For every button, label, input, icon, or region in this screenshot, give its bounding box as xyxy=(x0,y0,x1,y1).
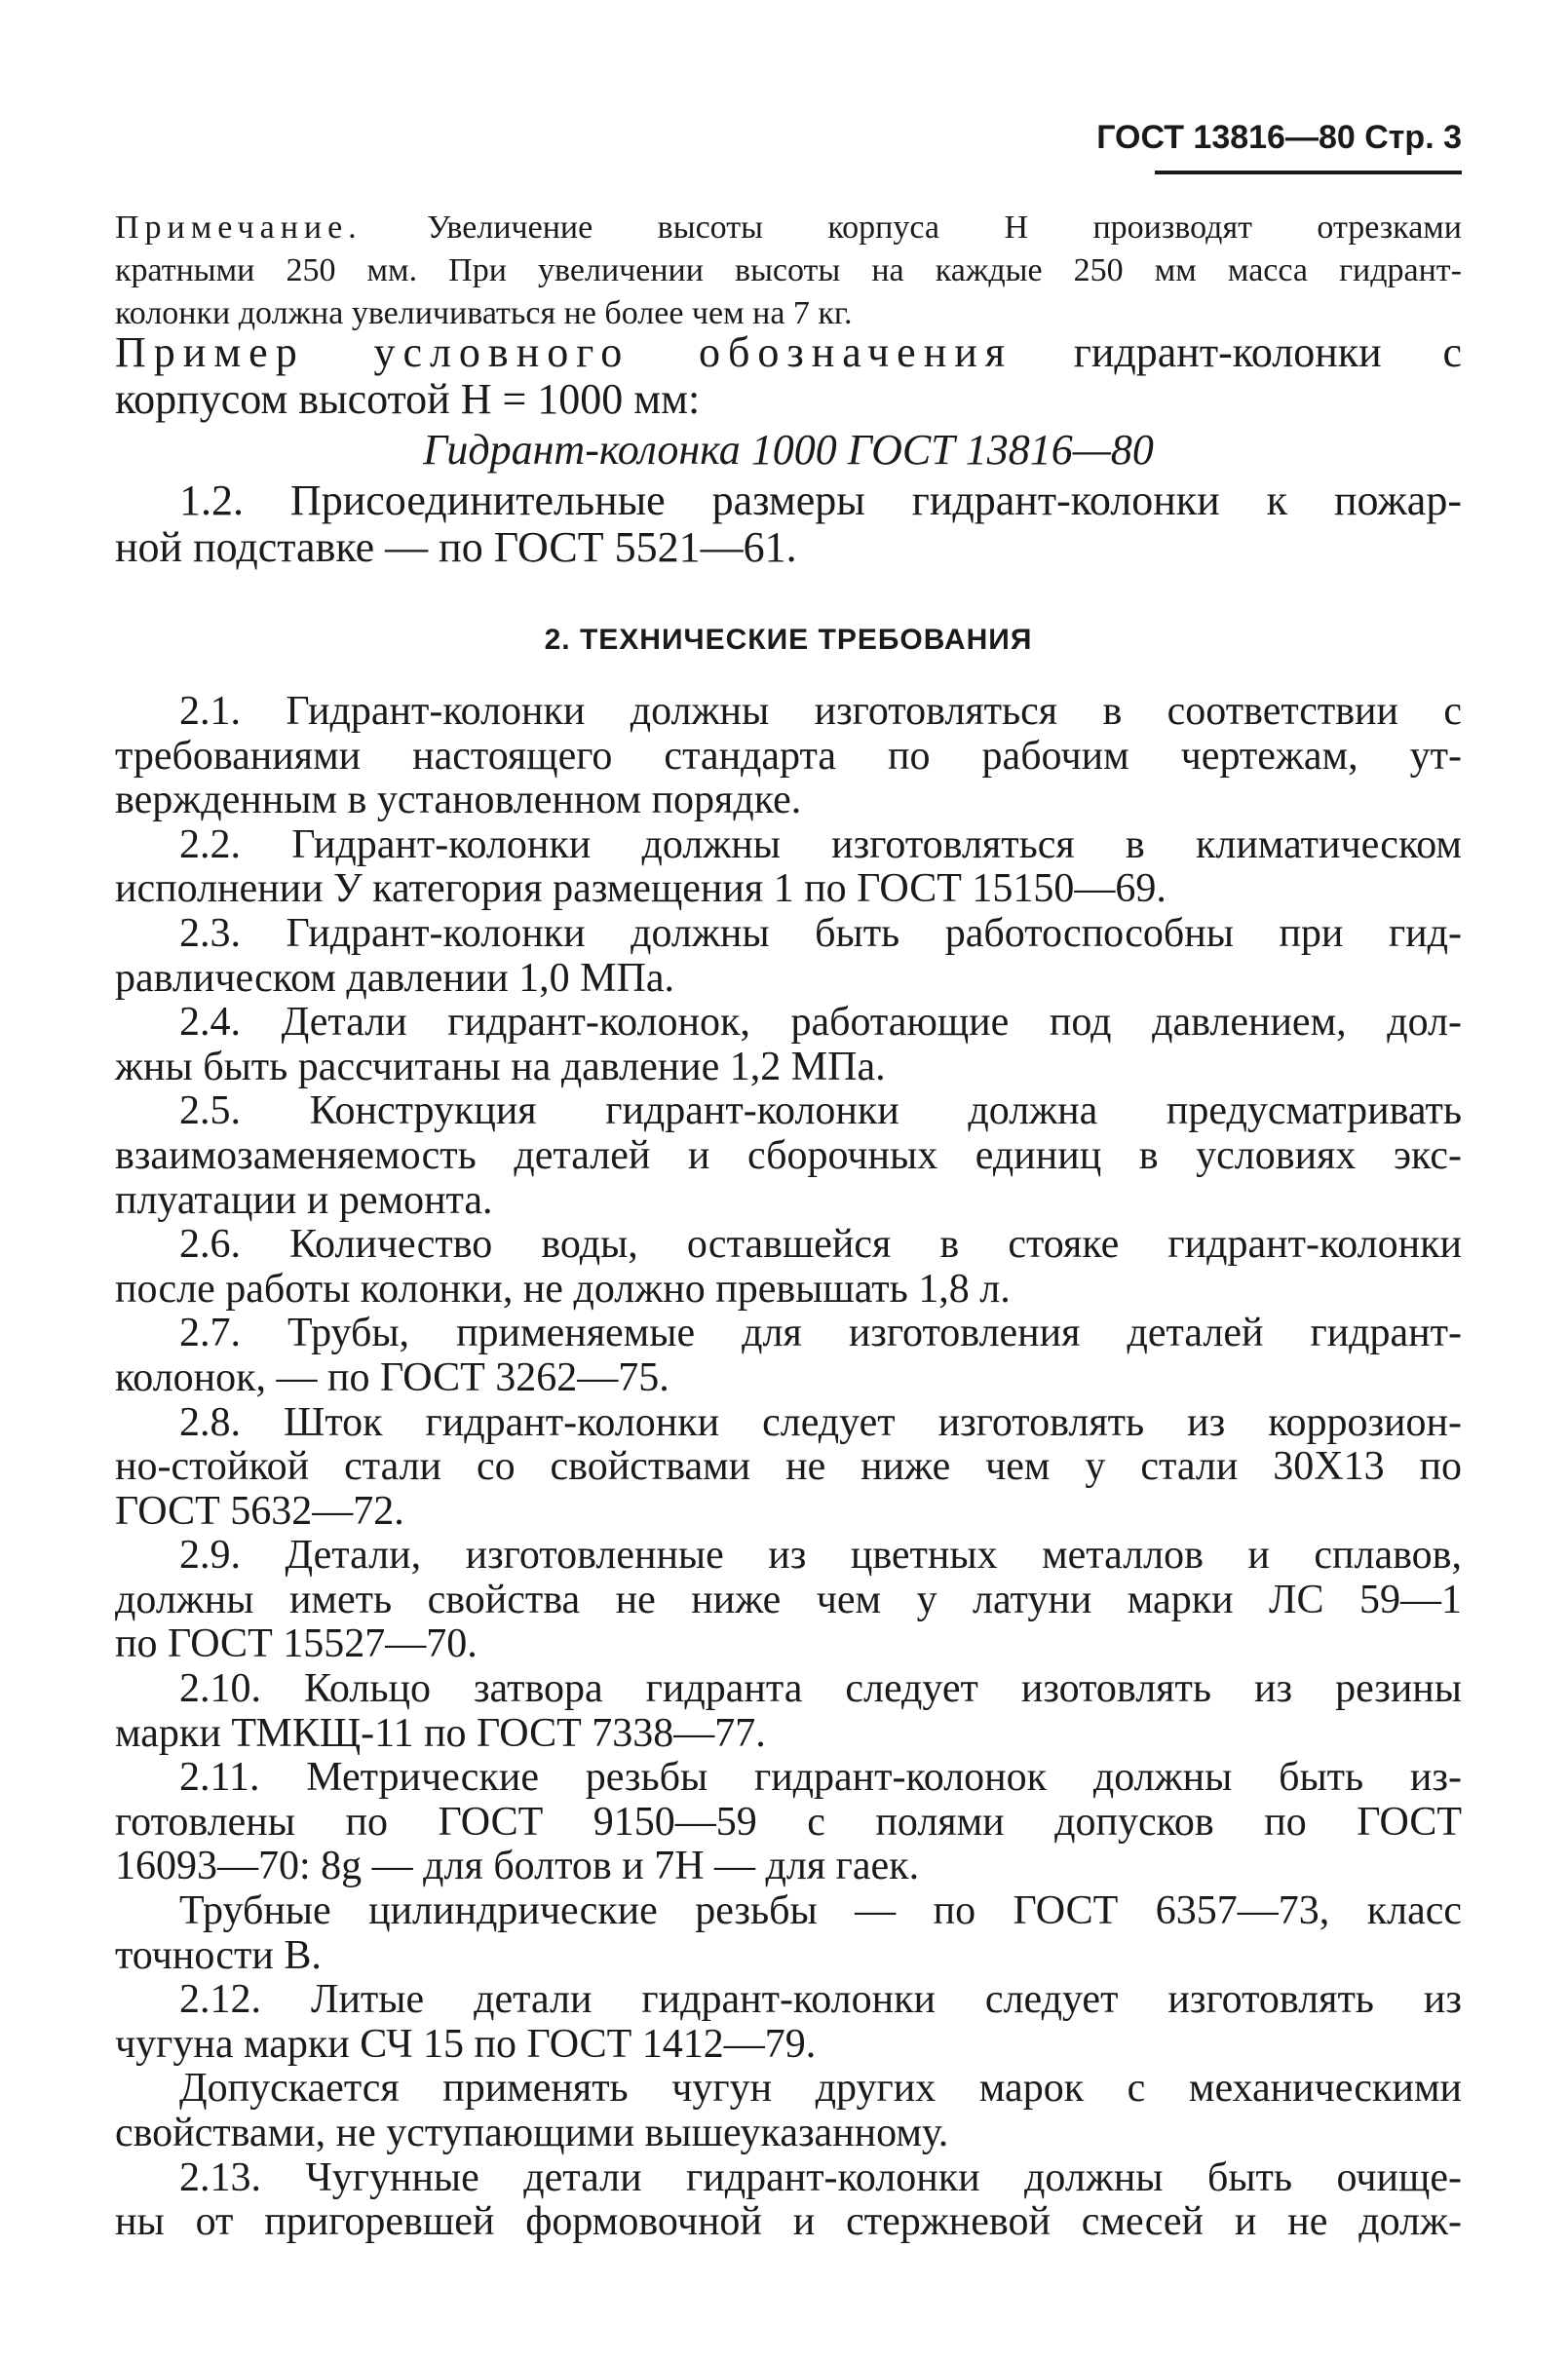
clause-line: 2.9. Детали, изготовленные из цветных металлов и сплавов, xyxy=(179,1533,1462,1579)
page-header: ГОСТ 13816—80 Стр. 3 xyxy=(1096,119,1462,156)
clause-line: плуатации и ремонта. xyxy=(115,1177,493,1223)
clause-line: 2.11. Метрические резьбы гидрант-колонок должны быть из- xyxy=(179,1755,1462,1801)
note-block xyxy=(115,207,1462,335)
example-designation: Гидрант-колонка 1000 ГОСТ 13816—80 xyxy=(423,426,1154,474)
clause-line: чугуна марки СЧ 15 по ГОСТ 1412—79. xyxy=(115,2021,817,2067)
clause-line: Допускается применять чугун других марок с механическими xyxy=(179,2066,1462,2112)
clause-line: марки ТМКЩ-11 по ГОСТ 7338—77. xyxy=(115,1710,766,1756)
clause-line: ГОСТ 5632—72. xyxy=(115,1488,404,1534)
clause-paragraph xyxy=(115,2067,1462,2155)
example-line xyxy=(115,329,1462,376)
clause-paragraph xyxy=(115,912,1462,1001)
note-line: кратными 250 мм. При увеличении высоты на каждые 250 мм масса гидрант- xyxy=(115,252,1462,288)
clause-paragraph xyxy=(115,1401,1462,1535)
clause-line: вержденным в установленном порядке. xyxy=(115,778,802,823)
clause-paragraph xyxy=(115,1667,1462,1756)
clause-paragraph xyxy=(115,2156,1462,2245)
section-title: 2. ТЕХНИЧЕСКИЕ ТРЕБОВАНИЯ xyxy=(544,624,1033,656)
clause-line: жны быть рассчитаны на давление 1,2 МПа. xyxy=(115,1044,886,1089)
clause-line: по ГОСТ 15527—70. xyxy=(115,1621,478,1667)
clause-line: 2.3. Гидрант-колонки должны быть работоспособны при гид- xyxy=(179,910,1462,956)
clause-line: должны иметь свойства не ниже чем у латуни марки ЛС 59—1 xyxy=(115,1577,1462,1622)
clause-line: 16093—70: 8g — для болтов и 7Н — для гаек. xyxy=(115,1844,920,1889)
clause-line: 2.2. Гидрант-колонки должны изготовляться в климатическом xyxy=(179,821,1462,867)
clause-line: 2.6. Количество воды, оставшейся в стояке гидрант-колонки xyxy=(179,1222,1462,1268)
example-block xyxy=(115,329,1462,423)
clause-line: ной подставке — по ГОСТ 5521—61. xyxy=(115,523,797,571)
example-label: Пример условного обозначения xyxy=(115,328,1013,376)
clause-line: 2.4. Детали гидрант-колонок, работающие под давлением, дол- xyxy=(179,1000,1462,1046)
note-text: Увеличение высоты корпуса H производят отрезками xyxy=(427,210,1462,246)
clause-line: Трубные цилиндрические резьбы — по ГОСТ 6357—73, класс xyxy=(179,1888,1462,1934)
header-rule xyxy=(1155,171,1462,174)
clause-line: 2.12. Литые детали гидрант-колонки следует изготовлять из xyxy=(179,1977,1462,2023)
clause-paragraph xyxy=(115,1001,1462,1089)
clause-line: ны от пригоревшей формовочной и стержневой смесей и не долж- xyxy=(115,2199,1462,2245)
clause-line: 1.2. Присоединительные размеры гидрант-колонки к пожар- xyxy=(179,476,1462,524)
clause-paragraph xyxy=(115,1534,1462,1667)
clause-paragraph xyxy=(115,1889,1462,1978)
clause-line: готовлены по ГОСТ 9150—59 с полями допусков по ГОСТ xyxy=(115,1799,1462,1845)
clause-line: точности В. xyxy=(115,1932,322,1978)
clause-line: свойствами, не уступающими вышеуказанному. xyxy=(115,2111,949,2155)
clause-line: но-стойкой стали со свойствами не ниже чем у стали 30Х13 по xyxy=(115,1444,1462,1490)
clauses-list xyxy=(115,690,1462,2245)
clause-1-2 xyxy=(115,477,1462,571)
clause-line: равлическом давлении 1,0 МПа. xyxy=(115,955,674,1001)
clause-paragraph xyxy=(115,690,1462,823)
clause-paragraph xyxy=(115,1978,1462,2067)
note-line: колонки должна увеличиваться не более чем на 7 кг. xyxy=(115,295,853,331)
clause-line: 2.10. Кольцо затвора гидранта следует изотовлять из резины xyxy=(179,1666,1462,1712)
clause-line: 2.13. Чугунные детали гидрант-колонки должны быть очище- xyxy=(179,2154,1462,2200)
clause-paragraph xyxy=(115,1312,1462,1400)
clause-paragraph xyxy=(115,1089,1462,1223)
example-text: гидрант-колонки с xyxy=(1073,328,1462,376)
clause-line: колонок, — по ГОСТ 3262—75. xyxy=(115,1354,669,1400)
clause-paragraph xyxy=(115,823,1462,912)
clause-line: 2.1. Гидрант-колонки должны изготовляться в соответствии с xyxy=(179,689,1462,734)
clause-line: исполнении У категория размещения 1 по ГОСТ 15150—69. xyxy=(115,866,1166,912)
designation-block xyxy=(115,427,1462,474)
clause-paragraph xyxy=(115,1223,1462,1312)
clause-line: требованиями настоящего стандарта по рабочим чертежам, ут- xyxy=(115,733,1462,779)
example-line: корпусом высотой H = 1000 мм: xyxy=(115,375,701,423)
note-label: Примечание. xyxy=(115,210,363,246)
clause-line: после работы колонки, не должно превышать 1,8 л. xyxy=(115,1266,1011,1312)
note-line xyxy=(115,207,1462,249)
clause-line: 2.8. Шток гидрант-колонки следует изготовлять из коррозион- xyxy=(179,1399,1462,1445)
clause-paragraph xyxy=(115,1756,1462,1889)
clause-line: 2.5. Конструкция гидрант-колонки должна предусматривать xyxy=(179,1088,1462,1134)
clause-line: 2.7. Трубы, применяемые для изготовления деталей гидрант- xyxy=(179,1311,1462,1356)
clause-line: взаимозаменяемость деталей и сборочных единиц в условиях экс- xyxy=(115,1132,1462,1178)
